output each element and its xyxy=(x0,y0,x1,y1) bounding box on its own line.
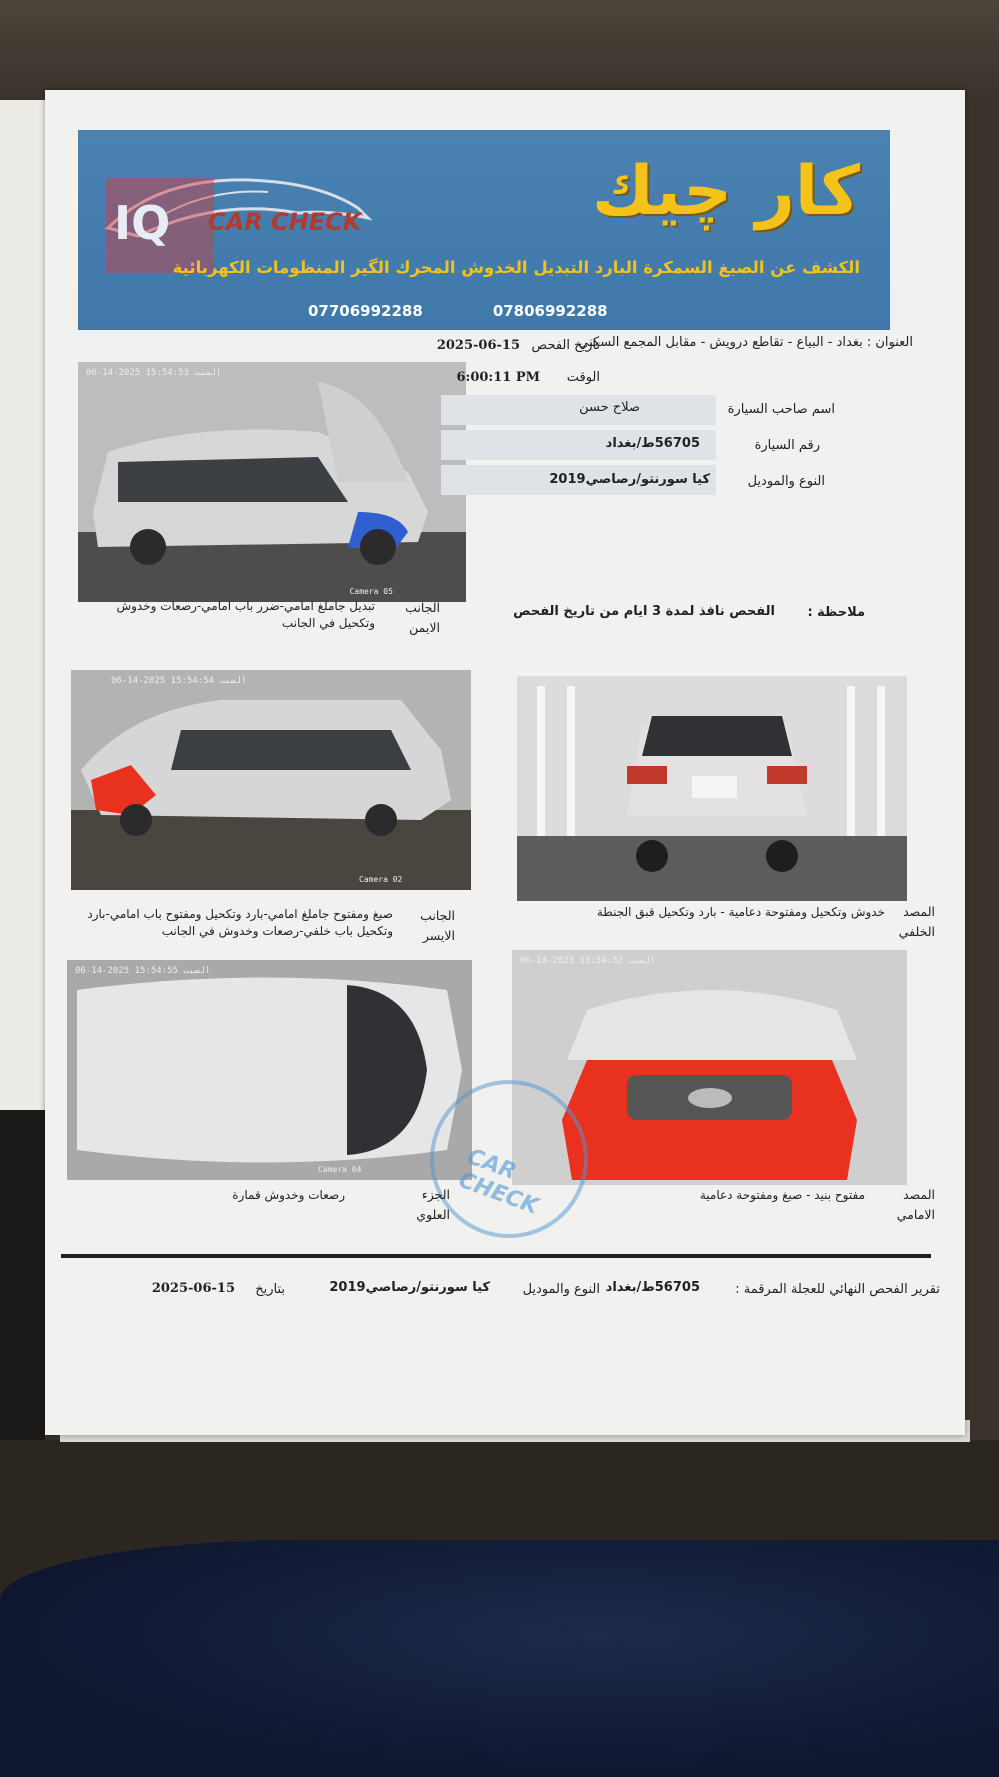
left-side-desc: صبغ ومفتوح جاملغ امامي-بارد وتكحيل ومفتوح باب امامي-بارد وتكحيل باب خلفي-رصعات وخدوش في الجانب xyxy=(87,907,393,938)
logo-brand: IQ xyxy=(114,196,171,250)
footer-plate: 56705ط/بغداد xyxy=(605,1280,700,1295)
blue-cloth xyxy=(0,1540,999,1777)
rear-desc: خدوش وتكحيل ومفتوحة دعامية - بارد وتكحيل قبق الجنطة xyxy=(596,905,885,919)
plate-value: 56705ط/بغداد xyxy=(605,436,700,451)
camera-label: Camera 04 xyxy=(318,1165,362,1174)
left-side-label: الجانب الايسر xyxy=(420,908,455,943)
footer-model-label: النوع والموديل xyxy=(522,1282,600,1297)
camera-label: Camera 02 xyxy=(359,875,403,884)
photo-top xyxy=(67,960,472,1180)
services-list: الكشف عن الصبغ السمكرة البارد التبديل الخدوش المحرك الگير المنظومات الكهربائية xyxy=(172,258,860,277)
company-stamp xyxy=(430,1080,588,1238)
phone-numbers xyxy=(308,302,788,320)
time-value: 6:00:11 PM xyxy=(456,370,540,385)
photo-left-side xyxy=(71,670,471,890)
phone-number-1: 07706992288 xyxy=(308,302,423,320)
inspection-date-label: تاريخ الفحص xyxy=(531,338,600,353)
footer-model-value: كيا سورنتو/رصاصي2019 xyxy=(329,1280,490,1295)
back-folder xyxy=(0,1110,45,1440)
front-desc: مفتوح بنيد - صبغ ومفتوحة دعامية xyxy=(699,1188,865,1202)
model-label: النوع والموديل xyxy=(747,474,825,489)
stamp-text: CAR CHECK xyxy=(455,1144,542,1220)
phone-number-2: 07806992288 xyxy=(492,302,608,320)
inspection-report-page xyxy=(45,90,965,1435)
car-rear-image xyxy=(517,676,907,901)
photo-rear xyxy=(517,676,907,901)
right-side-label: الجانب الايمن xyxy=(405,600,440,635)
divider-line xyxy=(61,1254,931,1258)
photo-timestamp: 06-14-2025 السبت 15:54:55 xyxy=(75,966,211,976)
owner-value: صلاح حسن xyxy=(579,400,640,415)
owner-label: اسم صاحب السيارة xyxy=(727,402,835,417)
model-value: كيا سورنتو/رصاصي2019 xyxy=(549,472,710,487)
footer-report-label: تقرير الفحص النهائي للعجلة المرقمة : xyxy=(735,1282,940,1297)
right-side-desc: تبديل جاملغ امامي-ضرر باب امامي-رصعات وخدوش وتكحيل في الجانب xyxy=(116,599,375,630)
top-desc: رصعات وخدوش قمارة xyxy=(232,1188,345,1202)
plate-label: رقم السيارة xyxy=(754,438,820,453)
time-label: الوقت xyxy=(566,370,600,385)
rear-label: المصد الخلفي xyxy=(898,904,935,939)
footer-date-value: 2025-06-15 xyxy=(151,1281,235,1296)
logo-text: CAR CHECK xyxy=(208,208,362,236)
address-line: العنوان : بغداد - البياع - تقاطع درويش - مقابل المجمع السكني xyxy=(578,335,913,350)
car-side-image xyxy=(78,362,466,602)
footer-date-label: بتاريخ xyxy=(255,1282,285,1297)
car-roof-image xyxy=(67,960,472,1180)
car-side-image xyxy=(71,670,471,890)
top-label: الجزء العلوي xyxy=(416,1187,450,1222)
photo-right-side xyxy=(78,362,466,602)
photo-timestamp: 06-14-2025 السبت 15:54:52 xyxy=(520,956,656,966)
front-label: المصد الامامي xyxy=(896,1187,935,1222)
table-surface xyxy=(0,0,999,100)
photo-timestamp: 06-14-2025 السبت 15:54:53 xyxy=(86,368,222,378)
note-text: الفحص نافذ لمدة 3 ايام من تاريخ الفحص xyxy=(513,604,775,619)
header-banner xyxy=(78,130,890,330)
note-label: ملاحظة : xyxy=(807,605,865,620)
company-name: كار چيك xyxy=(592,152,860,231)
camera-label: Camera 05 xyxy=(349,587,393,596)
photo-timestamp: 06-14-2025 السبت 15:54:54 xyxy=(111,676,247,686)
inspection-date-value: 2025-06-15 xyxy=(436,338,520,353)
